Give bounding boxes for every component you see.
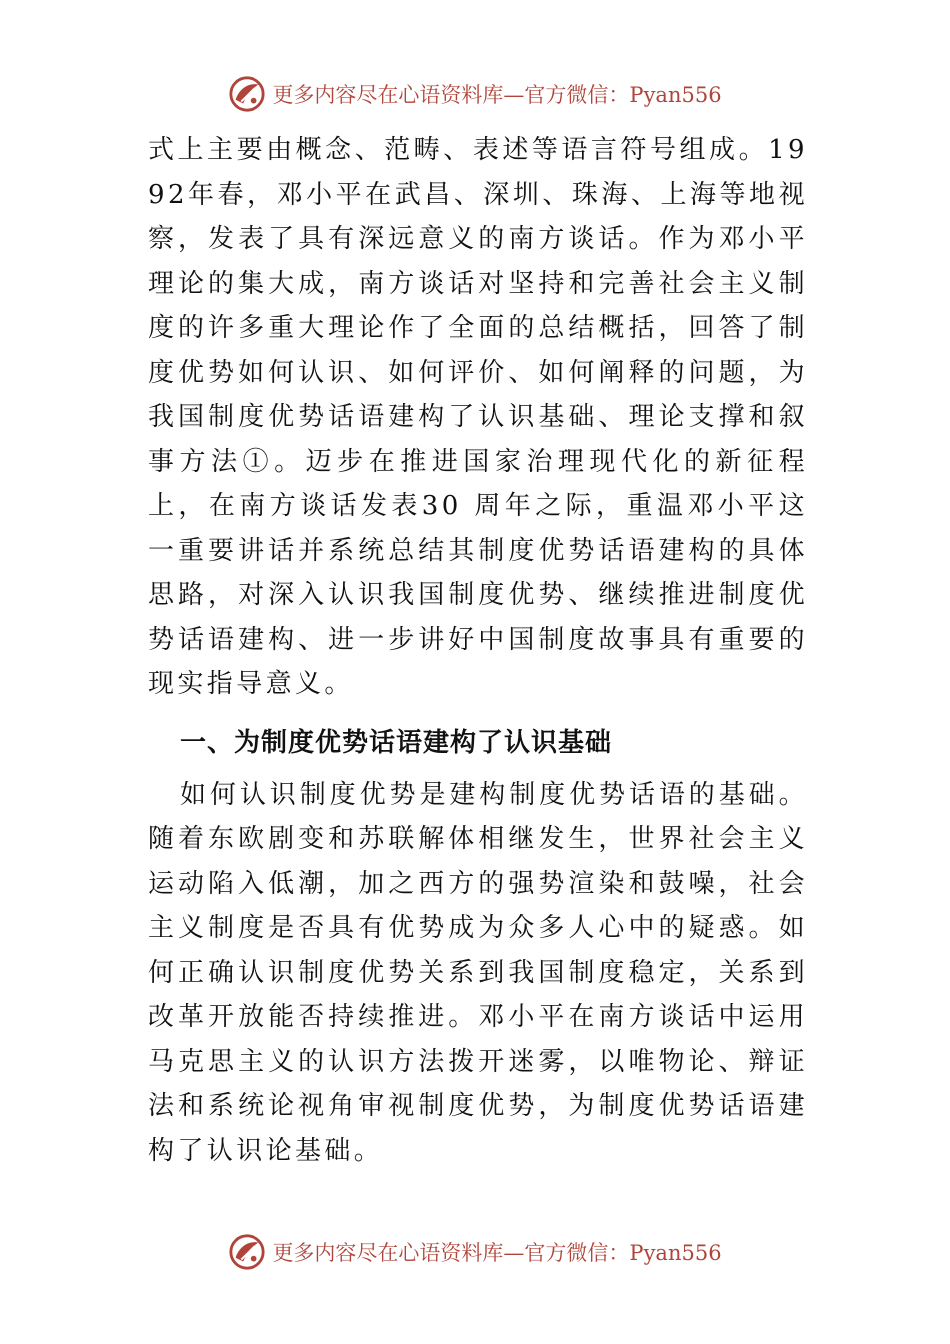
section-heading: 一、为制度优势话语建构了认识基础 (180, 727, 613, 758)
body-paragraph: 如何认识制度优势是建构制度优势话语的基础。随着东欧剧变和苏联解体相继发生，世界社会主义运动陷入低潮，加之西方的强势渲染和鼓噪，社会主义制度是否具有优势成为众多人心中的疑惑。如何正确认识制度优势关系到我国制度稳定，关系到改革开放能否持续推进。邓小平在南方谈话中运用马克思主义的认识方法拨开迷雾，以唯物论、辩证法和系统论视角审视制度优势，为制度优势话语建构了认识论基础。 (148, 779, 808, 1166)
document-body (148, 128, 808, 1173)
seal-logo-icon (228, 75, 266, 113)
seal-logo-icon (228, 1233, 266, 1271)
banner-text: 更多内容尽在心语资料库—官方微信：Pyan556 (272, 1241, 722, 1265)
top-banner-inner (228, 75, 721, 113)
top-banner (0, 70, 950, 118)
banner-text: 更多内容尽在心语资料库—官方微信：Pyan556 (272, 83, 722, 107)
bottom-banner-inner (228, 1233, 721, 1271)
body-paragraph: 式上主要由概念、范畴、表述等语言符号组成。1992年春，邓小平在武昌、深圳、珠海、上海等地视察，发表了具有深远意义的南方谈话。作为邓小平理论的集大成，南方谈话对坚持和完善社会主义制度的许多重大理论作了全面的总结概括，回答了制度优势如何认识、如何评价、如何阐释的问题，为我国制度优势话语建构了认识基础、理论支撑和叙事方法①。迈步在推进国家治理现代化的新征程上，在南方谈话发表30 周年之际，重温邓小平这一重要讲话并系统总结其制度优势话语建构的具体思路，对深入认识我国制度优势、继续推进制度优势话语建构、进一步讲好中国制度故事具有重要的现实指导意义。 (148, 135, 808, 699)
bottom-banner (0, 1228, 950, 1276)
